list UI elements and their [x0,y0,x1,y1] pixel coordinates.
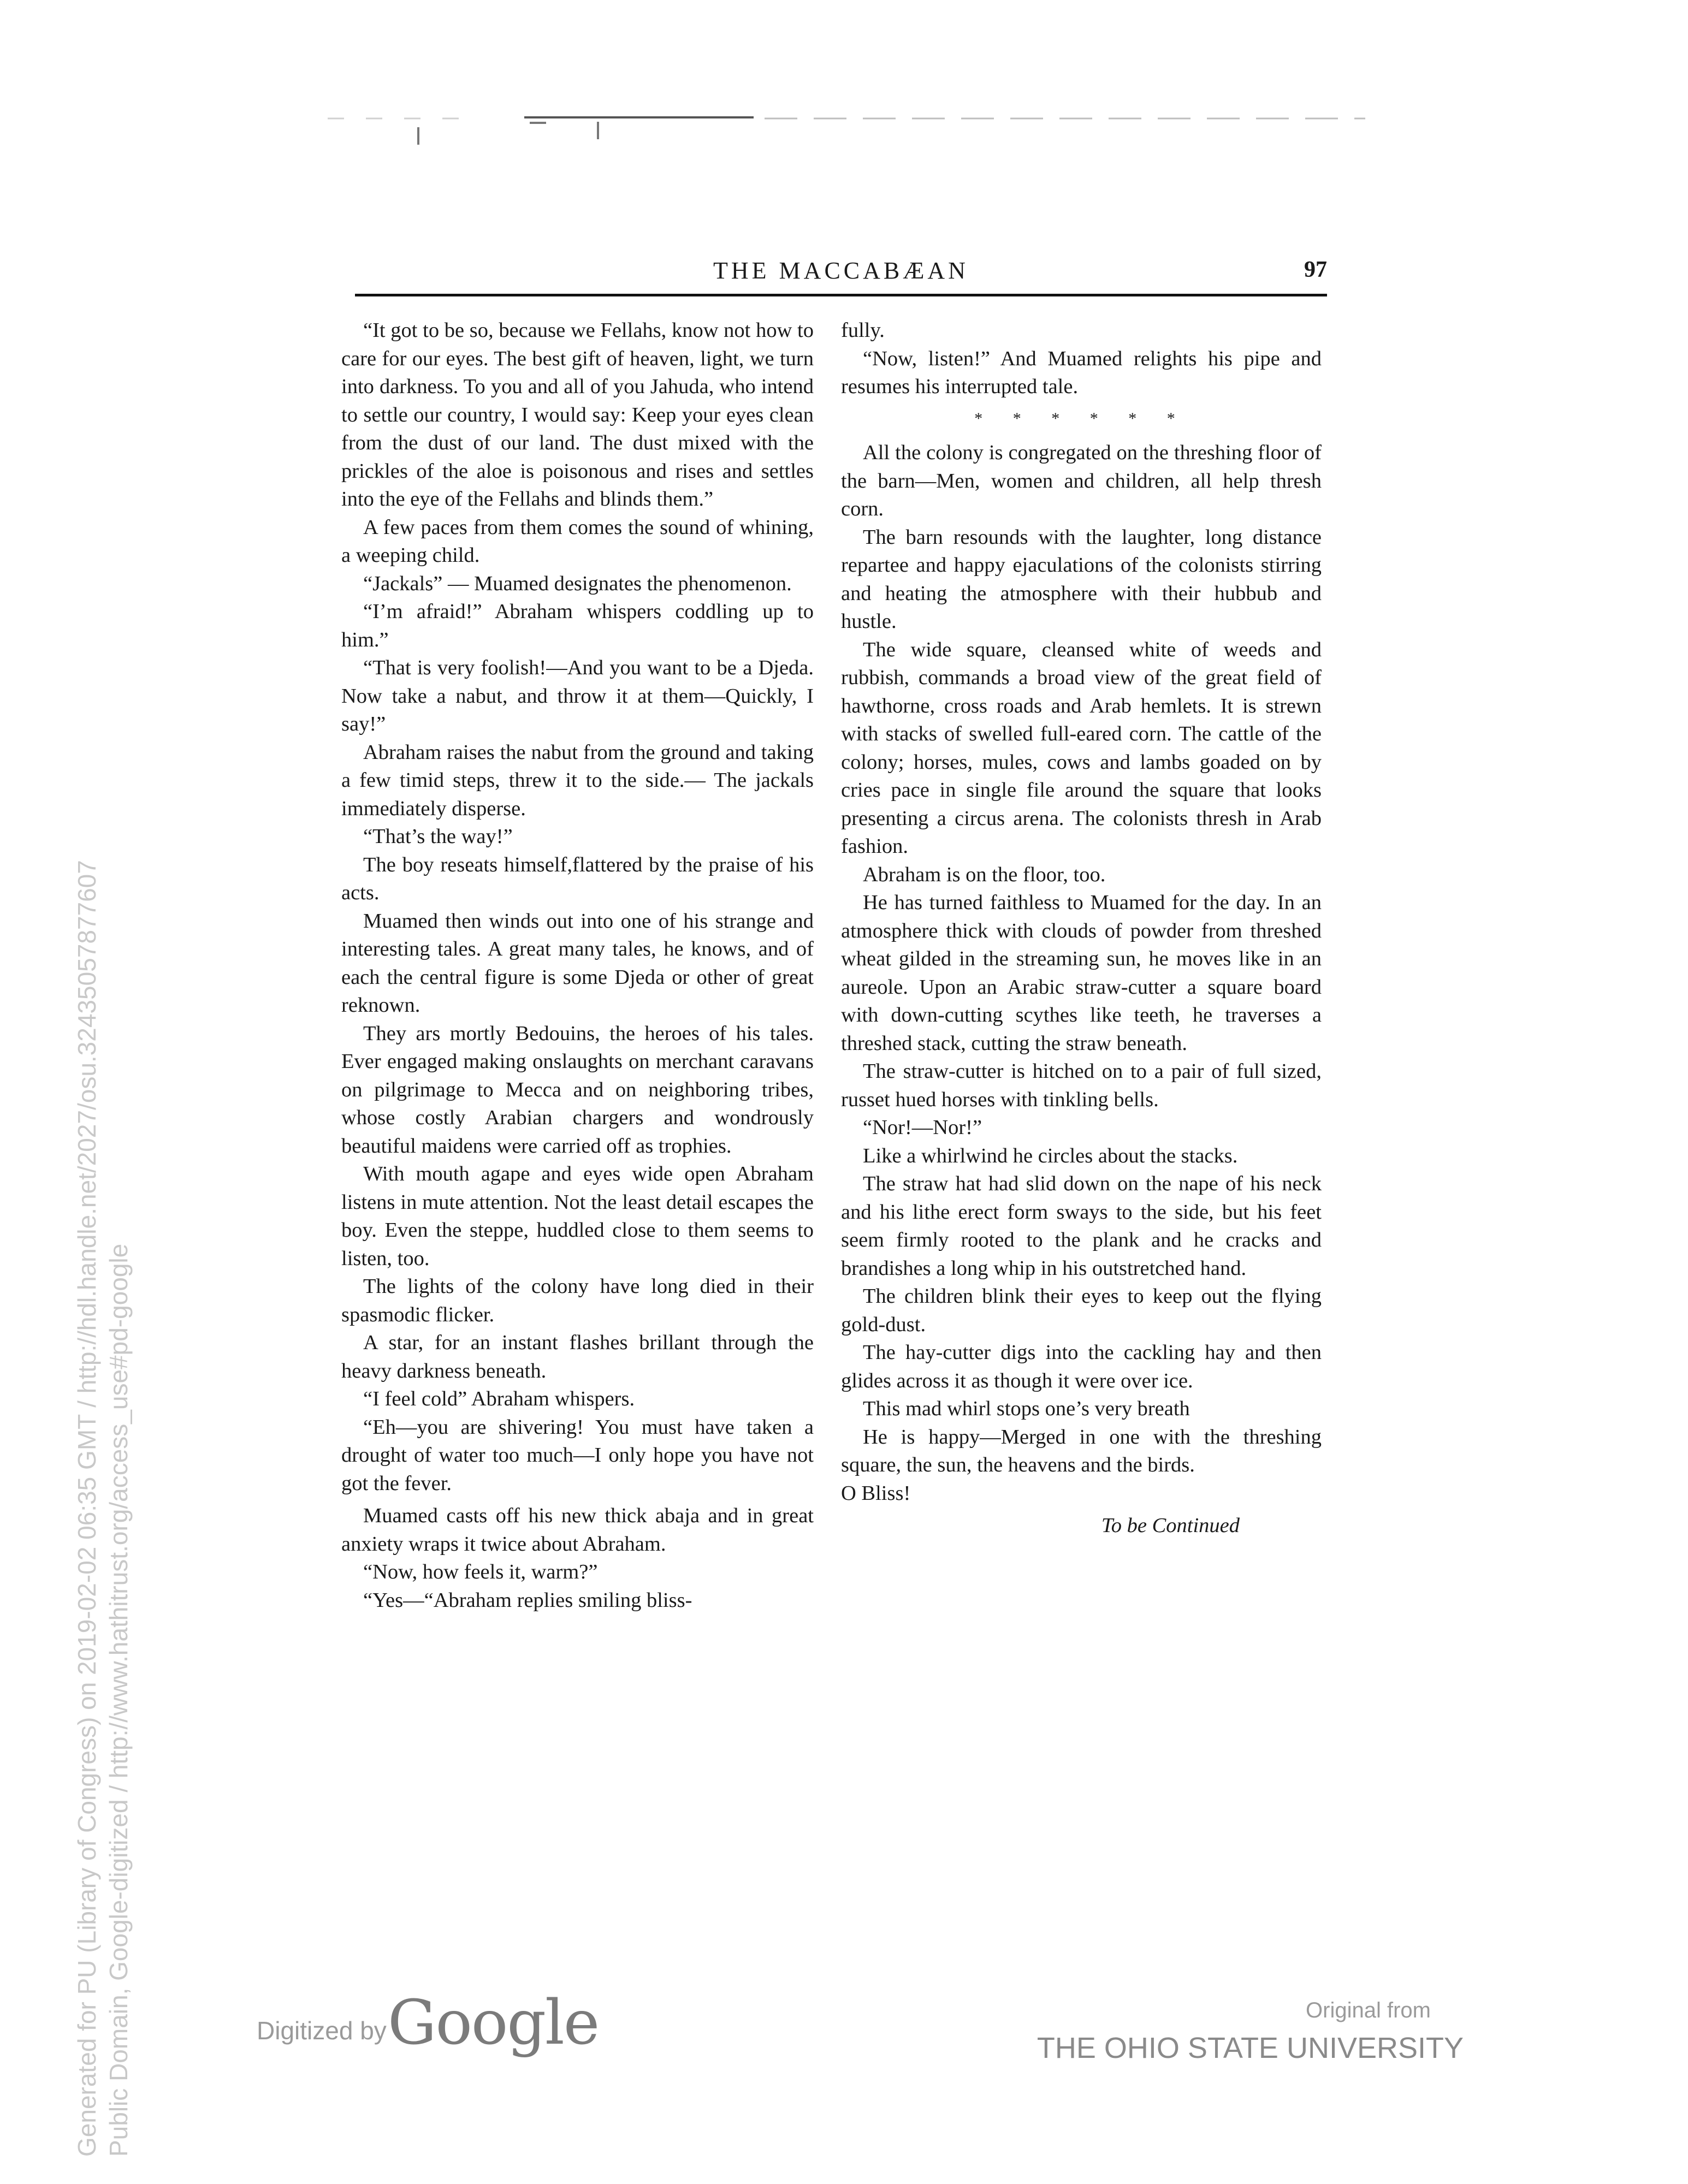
source-institution: THE OHIO STATE UNIVERSITY [1037,2032,1464,2064]
header-rule [355,294,1327,296]
running-title: THE MACCABÆAN [713,257,969,284]
paragraph: “Yes—“Abraham replies smiling bliss- [363,1588,692,1612]
paragraph: fully. [841,319,885,342]
paragraph: The straw hat had slid down on the nape of his neck and his lithe erect form sways to the side, but his feet seem firmly rooted to the plank and he cracks and brandishes a long whip in his outstretched hand. [841,1172,1322,1280]
paragraph: All the colony is congregated on the threshing floor of the barn—Men, women and children, all help thresh corn. [841,441,1322,520]
hathitrust-side-stamp [0,0,142,2184]
paragraph: He has turned faithless to Muamed for the day. In an atmosphere thick with clouds of powder from threshed wheat gilded in the streaming sun, he moves like in an aureole. Upon an Arabic straw-cutter a square board with down-cutting scythes like teeth, he traverses a threshed stack, cutting the straw beneath. [841,891,1322,1055]
paragraph: This mad whirl stops one’s very breath [863,1397,1190,1420]
paragraph: The lights of the colony have long died in their spasmodic flicker. [341,1275,814,1326]
paragraph: A few paces from them comes the sound of whining, a weeping child. [341,515,814,567]
paragraph: “It got to be so, because we Fellahs, know not how to care for our eyes. The best gift of heaven, light, we turn into darkness. To you and all of you Jahuda, who intend to settle our country, I would say: Keep your eyes clean from the dust of our land. The dust mixed with the prickles of the aloe is poisonous and rises and settles into the eye of the Fellahs and blinds them.” [341,319,814,511]
paragraph: “I feel cold” Abraham whispers. [363,1387,635,1410]
paragraph: Abraham raises the nabut from the ground and taking a few timid steps, threw it to the side.— The jackals immediately disperse. [341,740,814,820]
paragraph: The children blink their eyes to keep out the flying gold-dust. [841,1285,1322,1336]
paragraph: The hay-cutter digs into the cackling hay and then glides across it as though it were over ice. [841,1341,1322,1392]
paragraph: Muamed casts off his new thick abaja and in great anxiety wraps it twice about Abraham. [341,1504,814,1556]
digitized-by-google [257,1987,599,2069]
paragraph: The wide square, cleansed white of weeds and rubbish, commands a broad view of the great field of hawthorne, cross roads and Arab hemlets. It is strewn with stacks of swelled full-eared corn. The cattle of the colony; horses, mules, cows and lambs goaded on by cries pace in single file around the square that looks presenting a circus arena. The colonists thresh in Arab fashion. [841,638,1322,858]
to-be-continued: To be Continued [1101,1514,1240,1537]
paragraph: “Eh—you are shivering! You must have taken a drought of water too much—I only hope you have not got the fever. [341,1415,814,1495]
side-stamp-line-2: Public Domain, Google-digitized / http://www.hathitrust.org/access_use#pd-google [104,1243,133,2157]
side-stamp-text [71,860,134,2157]
paragraph: “Nor!—Nor!” [863,1116,982,1139]
paragraph: A star, for an instant flashes brillant through the heavy darkness beneath. [341,1331,814,1382]
page-header [355,257,1327,295]
paragraph: Like a whirlwind he circles about the stacks. [863,1144,1238,1167]
right-column [841,317,1322,1540]
paragraph: “That’s the way!” [363,825,513,848]
digitized-by-label: Digitized by [257,2016,387,2045]
left-column [341,317,814,1615]
section-break: * * * * * * [974,409,1188,428]
original-source [1038,1998,1464,2075]
page-number: 97 [1304,257,1327,282]
paragraph: With mouth agape and eyes wide open Abraham listens in mute attention. Not the least detail escapes the boy. Even the steppe, huddled close to them seems to listen, too. [341,1162,814,1270]
paragraph: They ars mortly Bedouins, the heroes of his tales. Ever engaged making onslaughts on merchant caravans on pilgrimage to Mecca and on neighboring tribes, whose costly Arabian chargers and wondrously beautiful maidens were carried off as trophies. [341,1022,814,1158]
paragraph: “Jackals” — Muamed designates the phenomenon. [363,572,792,595]
paragraph: “Now, how feels it, warm?” [363,1560,598,1583]
paragraph: “I’m afraid!” Abraham whispers coddling up to him.” [341,600,814,651]
paragraph: The straw-cutter is hitched on to a pair of full sized, russet hued horses with tinkling bells. [841,1060,1322,1111]
paragraph: The boy reseats himself,flattered by the praise of his acts. [341,853,814,904]
original-from-label: Original from [1306,1998,1431,2022]
scan-artifact-marks [328,106,1365,150]
paragraph: The barn resounds with the laughter, long distance repartee and happy ejaculations of the colonists stirring and heating the atmosphere with their hubbub and hustle. [841,525,1322,633]
paragraph: “Now, listen!” And Muamed relights his pipe and resumes his interrupted tale. [841,347,1322,398]
google-logo: Google [388,1987,599,2058]
paragraph: Muamed then winds out into one of his strange and interesting tales. A great many tales, he knows, and of each the central figure is some Djeda or other of great reknown. [341,909,814,1017]
side-stamp-line-1: Generated for PU (Library of Congress) on 2019-02-02 06:35 GMT / http://hdl.handle.net/2027/osu.32435057877607 [73,860,101,2157]
paragraph: “That is very foolish!—And you want to be a Djeda. Now take a nabut, and throw it at them—Quickly, I say!” [341,656,814,735]
paragraph: Abraham is on the floor, too. [863,863,1106,886]
paragraph: He is happy—Merged in one with the threshing square, the sun, the heavens and the birds. [841,1425,1322,1476]
paragraph: O Bliss! [841,1481,911,1505]
